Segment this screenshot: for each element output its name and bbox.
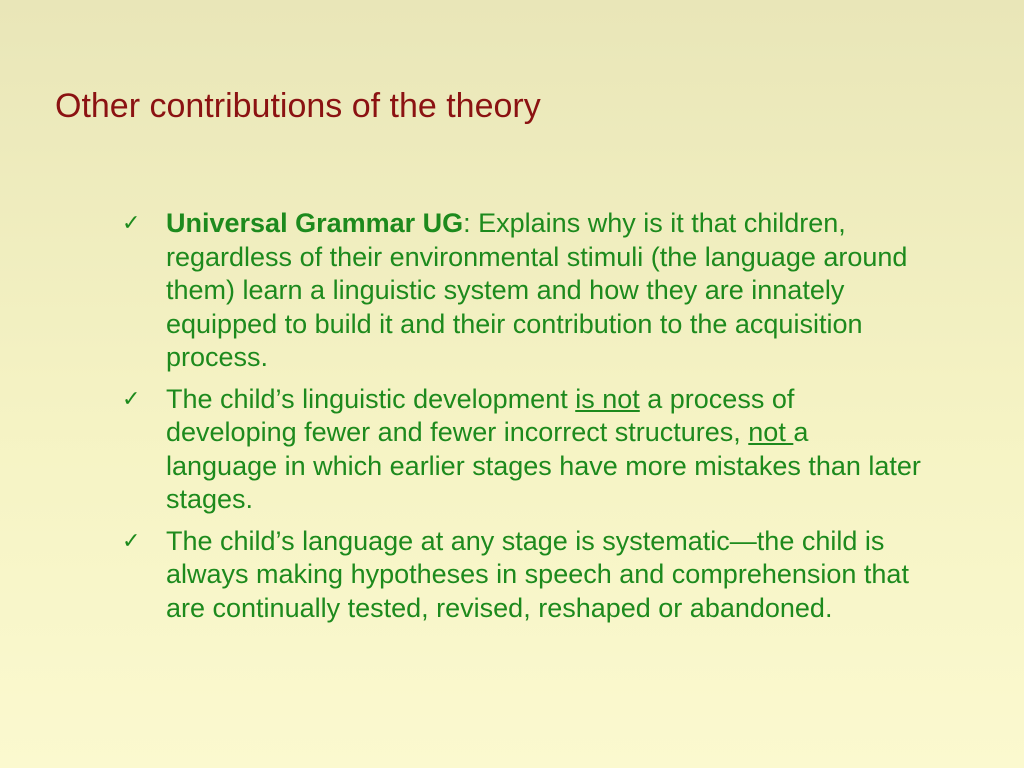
- bullet-list: [122, 207, 922, 633]
- bullet-term: Universal Grammar UG: [166, 208, 464, 238]
- checkmark-icon: ✓: [122, 528, 141, 554]
- bullet-text-part: a process of developing fewer and fewer incorrect structures,: [166, 383, 795, 447]
- underlined-emphasis: is not: [575, 383, 640, 414]
- bullet-linguistic-development: [122, 383, 922, 517]
- bullet-text: [166, 207, 922, 375]
- bullet-text-part: The child’s linguistic development: [166, 383, 576, 414]
- bullet-text: [166, 383, 922, 517]
- checkmark-icon: ✓: [122, 211, 141, 236]
- bullet-universal-grammar: [122, 207, 922, 375]
- underlined-emphasis: not: [748, 417, 794, 447]
- bullet-text-part: a language in which earlier stages have more mistakes than later stages.: [166, 417, 921, 514]
- slide-title: Other contributions of the theory: [55, 87, 541, 125]
- checkmark-icon: ✓: [122, 386, 141, 412]
- bullet-description: : Explains why is it that children, regardless of their environmental stimuli (the language around them) learn a linguistic system and how they are innately equipped to build it and their contribution to the acquisition process.: [166, 208, 908, 372]
- bullet-text: The child’s language at any stage is systematic—the child is always making hypotheses in speech and comprehension that are continually tested, revised, reshaped or abandoned.: [166, 525, 909, 623]
- bullet-systematic-language: [122, 525, 922, 626]
